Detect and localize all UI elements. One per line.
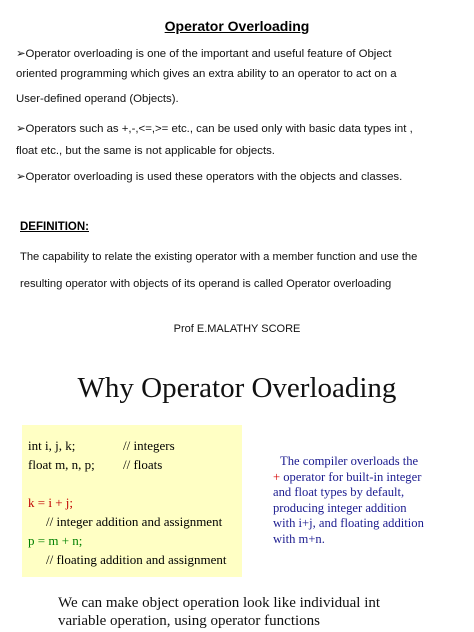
code-line-float-addition: p = m + n; bbox=[28, 533, 83, 548]
conclusion-line: variable operation, using operator functions bbox=[58, 613, 321, 629]
note-line: The compiler overloads the bbox=[280, 454, 419, 468]
bullet-line: oriented programming which gives an extra ability to an operator to act on a bbox=[16, 68, 397, 80]
bullet-paragraph-3 bbox=[16, 169, 456, 187]
plus-operator-highlight: + bbox=[273, 469, 281, 484]
conclusion-line: We can make object operation look like individual int bbox=[58, 595, 381, 611]
code-line: int i, j, k; bbox=[28, 438, 76, 453]
definition-line: The capability to relate the existing operator with a member function and use the bbox=[20, 251, 418, 263]
code-comment: // floating addition and assignment bbox=[46, 552, 227, 567]
author-credit: Prof E.MALATHY SCORE bbox=[173, 323, 301, 335]
note-line: and float types by default, bbox=[273, 485, 405, 499]
conclusion-text bbox=[58, 594, 458, 630]
code-comment: // integers bbox=[123, 438, 175, 453]
slide1-title: Operator Overloading bbox=[164, 18, 310, 34]
bullet-arrow-icon: ➢ bbox=[16, 171, 26, 183]
bullet-line: ➢Operator overloading is used these operators with the objects and classes. bbox=[16, 171, 403, 183]
bullet-line: ➢Operators such as +,-,<=,>= etc., can be used only with basic data types int , bbox=[16, 123, 413, 135]
bullet-paragraph-1 bbox=[16, 46, 456, 112]
note-line: with i+j, and floating addition bbox=[273, 516, 424, 530]
bullet-line: float etc., but the same is not applicable for objects. bbox=[16, 145, 275, 157]
slide2-title: Why Operator Overloading bbox=[77, 372, 397, 404]
bullet-arrow-icon: ➢ bbox=[16, 123, 26, 135]
definition-heading: DEFINITION: bbox=[20, 221, 89, 233]
bullet-line: ➢Operator overloading is one of the important and useful feature of Object bbox=[16, 48, 392, 60]
bullet-paragraph-2 bbox=[16, 121, 456, 161]
code-example-box bbox=[22, 425, 242, 577]
bullet-arrow-icon: ➢ bbox=[16, 48, 26, 60]
definition-line: resulting operator with objects of its operand is called Operator overloading bbox=[20, 278, 392, 290]
note-line: with m+n. bbox=[273, 531, 325, 546]
code-comment: // integer addition and assignment bbox=[46, 514, 223, 529]
bullet-line: User-defined operand (Objects). bbox=[16, 93, 179, 105]
note-line: producing integer addition bbox=[273, 500, 407, 515]
code-line-int-addition: k = i + j; bbox=[28, 495, 73, 510]
code-comment: // floats bbox=[123, 457, 163, 472]
code-line: float m, n, p; bbox=[28, 457, 95, 472]
note-line: + operator for built-in integer bbox=[273, 469, 422, 484]
compiler-note bbox=[273, 454, 453, 547]
